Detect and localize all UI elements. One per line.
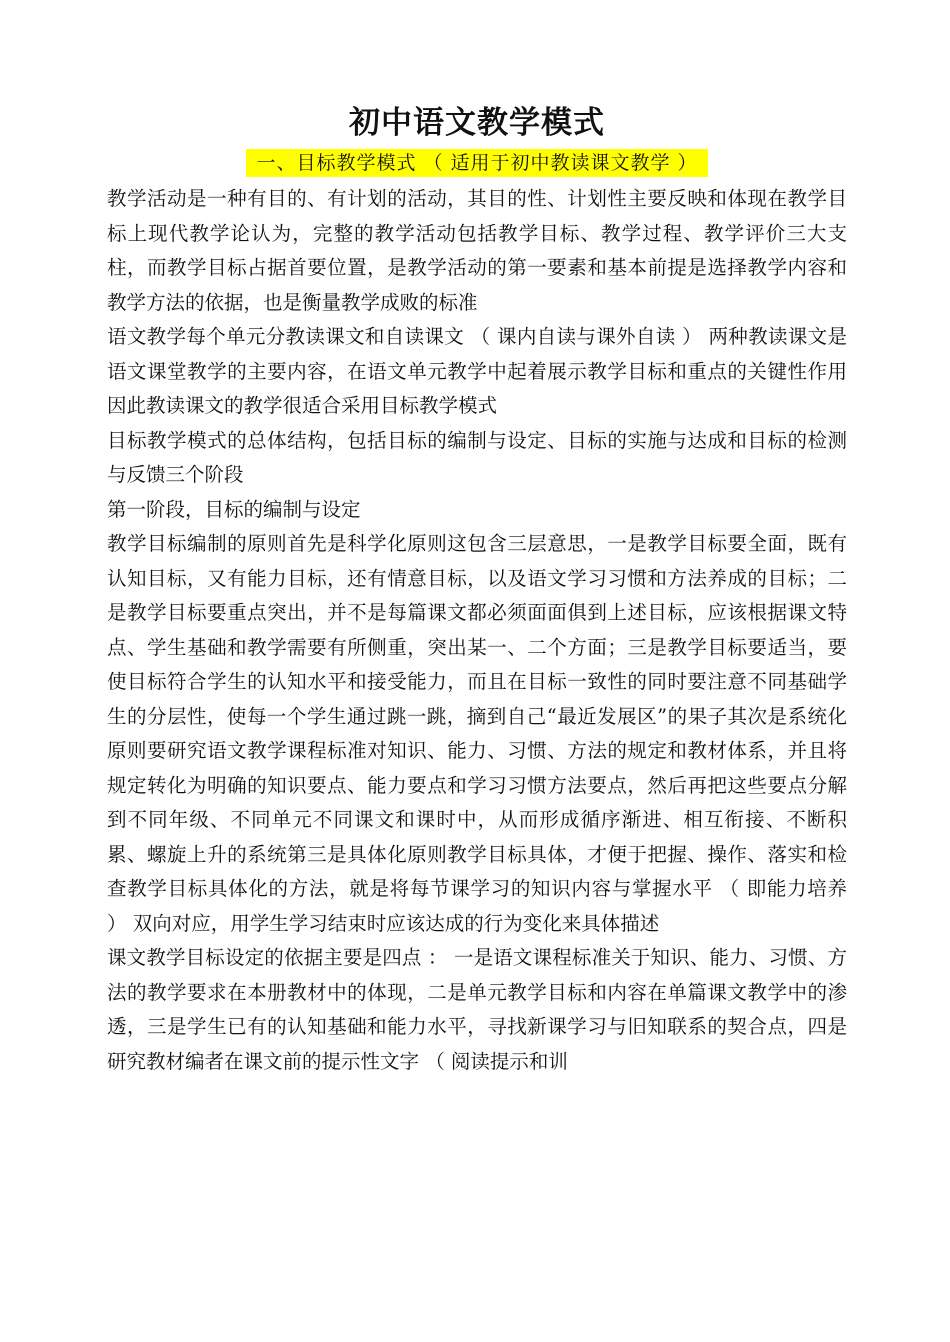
paragraph-basis: 课文教学目标设定的依据主要是四点 ： 一是语文课程标准关于知识、能力、习惯、方法的教学要求在本册教材中的体现，二是单元教学目标和内容在单篇课文教学中的渗透，三是学生已有的认知基础和能力水平，寻找新课学习与旧知联系的契合点，四是研究教材编者在课文前的提示性文字 （ 阅读提示和训 [107, 946, 847, 1073]
paragraph-teaching-activity: 教学活动是一种有目的、有计划的活动，其目的性、计划性主要反映和体现在教学目标上现代教学论认为，完整的教学活动包括教学目标、教学过程、教学评价三大支柱，而教学目标占据首要位置，是教学活动的第一要素和基本前提是选择教学内容和教学方法的依据，也是衡量教学成败的标准 [107, 187, 847, 314]
paragraph-unit-teaching: 语文教学每个单元分教读课文和自读课文 （ 课内自读与课外自读 ） 两种教读课文是语文课堂教学的主要内容，在语文单元教学中起着展示教学目标和重点的关键性作用因此教读课文的教学很适合采用目标教学模式 [107, 325, 847, 417]
section-heading-row [107, 148, 847, 180]
paragraph-stage-one-heading: 第一阶段，目标的编制与设定 [107, 497, 361, 521]
document-body [107, 100, 847, 1079]
section-heading-highlighted: 一、目标教学模式 （ 适用于初中教读课文教学 ） [246, 149, 707, 177]
document-title: 初中语文教学模式 [349, 105, 605, 141]
paragraph-principles: 教学目标编制的原则首先是科学化原则这包含三层意思，一是教学目标要全面，既有认知目标，又有能力目标，还有情意目标，以及语文学习习惯和方法养成的目标；二是教学目标要重点突出，并不是每篇课文都必须面面俱到上述目标，应该根据课文特点、学生基础和教学需要有所侧重，突出某一、二个方面；三是教学目标要适当，要使目标符合学生的认知水平和接受能力，而且在目标一致性的同时要注意不同基础学生的分层性，使每一个学生通过跳一跳，摘到自己“最近发展区”的果子其次是系统化原则要研究语文教学课程标准对知识、能力、习惯、方法的规定和教材体系，并且将规定转化为明确的知识要点、能力要点和学习习惯方法要点，然后再把这些要点分解到不同年级、不同单元不同课文和课时中，从而形成循序渐进、相互衔接、不断积累、螺旋上升的系统第三是具体化原则教学目标具体，才便于把握、操作、落实和检查教学目标具体化的方法，就是将每节课学习的知识内容与掌握水平 （ 即能力培养 ） 双向对应，用学生学习结束时应该达成的行为变化来具体描述 [107, 532, 847, 935]
paragraph-overall-structure: 目标教学模式的总体结构，包括目标的编制与设定、目标的实施与达成和目标的检测与反馈三个阶段 [107, 428, 847, 486]
